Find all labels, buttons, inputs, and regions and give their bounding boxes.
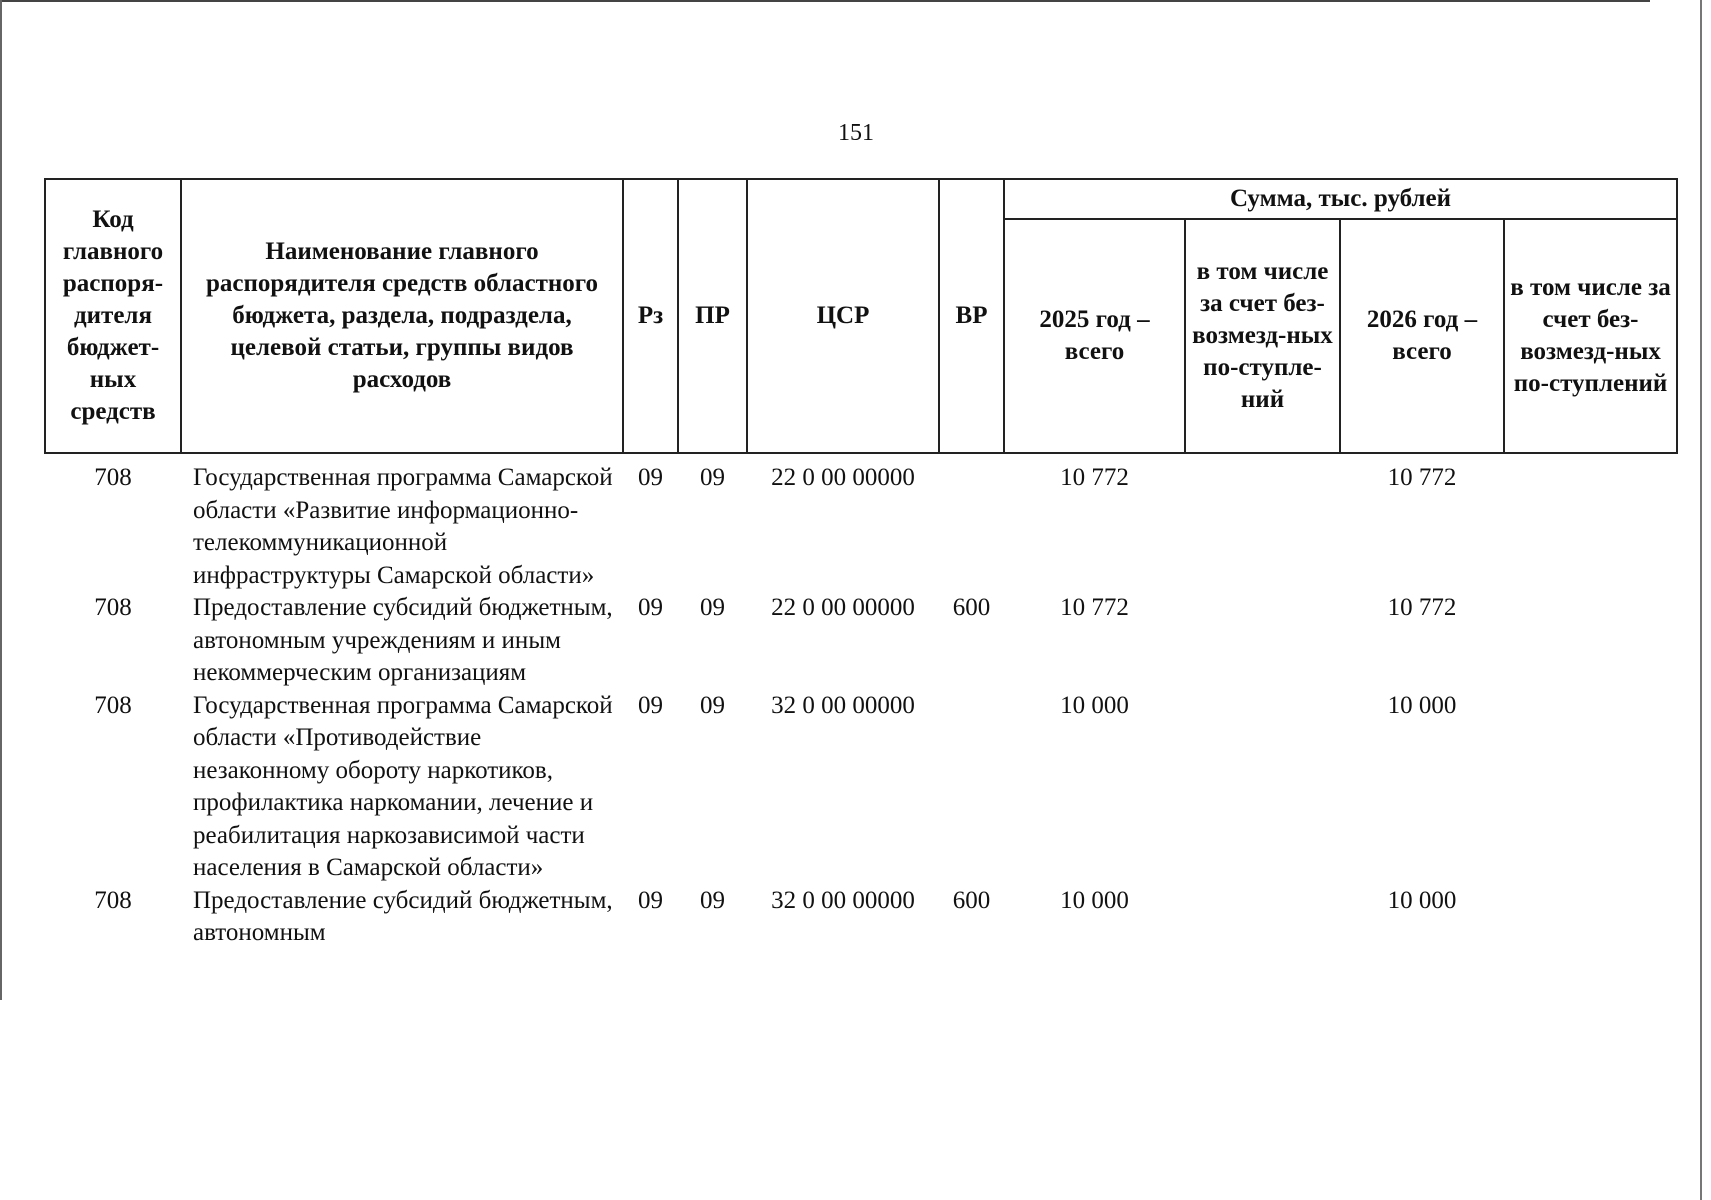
cell-2026-free: [1504, 690, 1677, 885]
cell-2026-total: 10 000: [1387, 886, 1457, 914]
cell-2025-total: 10 772: [1060, 464, 1129, 491]
scan-edge-left: [0, 0, 2, 1000]
cell-pr: 09: [700, 886, 725, 914]
scan-edge-top: [0, 0, 1650, 2]
cell-vr: 600: [952, 594, 991, 621]
cell-vr: [939, 453, 1004, 592]
cell-2026-free: [1504, 885, 1677, 950]
cell-vr: 600: [952, 886, 991, 914]
header-code: Код главного распоря-дителя бюджет-ных средств: [45, 179, 181, 453]
header-2026-total: 2026 год – всего: [1340, 219, 1504, 453]
cell-name: Предоставление субсидий бюджетным, автономным учреждениям и иным некоммерческим организациям: [193, 594, 613, 686]
page-number: 151: [838, 120, 874, 146]
cell-name: Государственная программа Самарской области «Развитие информационно-телекоммуникационной инфраструктуры Самарской области»: [193, 464, 613, 589]
cell-rz: 09: [638, 691, 663, 719]
cell-2025-free: [1185, 592, 1340, 690]
cell-pr: 09: [700, 691, 725, 719]
cell-csr: 32 0 00 00000: [771, 886, 915, 914]
cell-2025-free: [1185, 453, 1340, 592]
cell-vr: [939, 690, 1004, 885]
scan-edge-right: [1700, 0, 1702, 1200]
cell-2026-total: 10 000: [1387, 691, 1457, 719]
header-sum: Сумма, тыс. рублей: [1004, 179, 1677, 219]
cell-code: 708: [94, 886, 132, 914]
cell-rz: 09: [638, 464, 663, 491]
cell-2026-total: 10 772: [1387, 594, 1457, 621]
cell-2025-total: 10 000: [1060, 691, 1129, 719]
cell-2026-free: [1504, 453, 1677, 592]
cell-code: 708: [94, 464, 132, 491]
table-row: [45, 885, 1677, 950]
header-vr: ВР: [939, 179, 1004, 453]
cell-code: 708: [94, 691, 132, 719]
header-csr: ЦСР: [747, 179, 939, 453]
header-pr: ПР: [678, 179, 747, 453]
cell-csr: 22 0 00 00000: [771, 594, 915, 621]
cell-2026-total: 10 772: [1387, 464, 1457, 491]
cell-name: Государственная программа Самарской области «Противодействие незаконному обороту наркотиков, профилактика наркомании, лечение и реабилитация наркозависимой части населения в Самарской области»: [193, 691, 613, 881]
table-row: [45, 592, 1677, 690]
cell-2025-total: 10 000: [1060, 886, 1129, 914]
cell-pr: 09: [700, 594, 725, 621]
header-rz: Рз: [623, 179, 678, 453]
cell-rz: 09: [638, 594, 663, 621]
table-row: [45, 690, 1677, 885]
header-2025-total: 2025 год – всего: [1004, 219, 1185, 453]
header-name: Наименование главного распорядителя средств областного бюджета, раздела, подраздела, целевой статьи, группы видов расходов: [181, 179, 623, 453]
cell-2026-free: [1504, 592, 1677, 690]
cell-pr: 09: [700, 464, 725, 491]
cell-name: Предоставление субсидий бюджетным, автономным: [193, 886, 613, 946]
budget-table: [44, 178, 1678, 950]
cell-csr: 22 0 00 00000: [771, 464, 915, 491]
cell-2025-free: [1185, 690, 1340, 885]
cell-code: 708: [94, 594, 132, 621]
cell-2025-free: [1185, 885, 1340, 950]
cell-rz: 09: [638, 886, 663, 914]
header-2026-free: в том числе за счет без-возмезд-ных по-ступлений: [1504, 219, 1677, 453]
header-2025-free: в том числе за счет без-возмезд-ных по-ступле-ний: [1185, 219, 1340, 453]
table-row: [45, 453, 1677, 592]
cell-csr: 32 0 00 00000: [771, 691, 915, 719]
cell-2025-total: 10 772: [1060, 594, 1129, 621]
